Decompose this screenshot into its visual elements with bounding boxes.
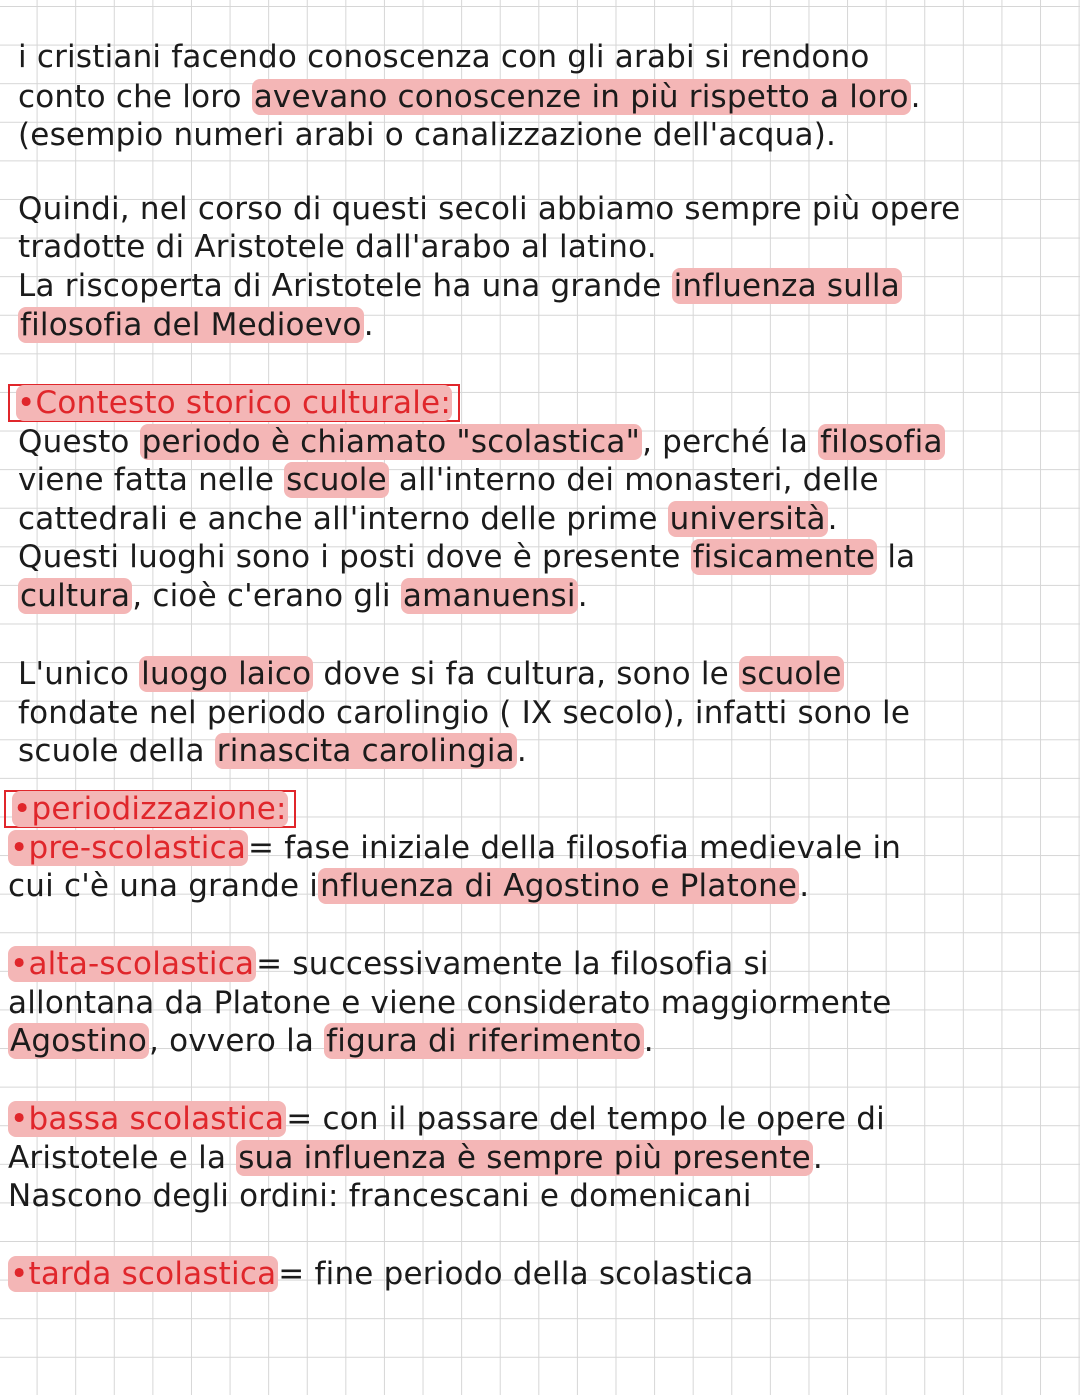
highlighted-text: rinascita carolingia — [216, 733, 515, 769]
text: . — [812, 1140, 823, 1176]
term-pre-scolastica: •pre-scolastica — [10, 830, 247, 866]
highlighted-text: scuole — [740, 656, 842, 692]
text-line — [18, 38, 870, 76]
text: = con il passare del tempo le opere di — [286, 1101, 885, 1137]
text-line — [18, 577, 588, 615]
text: scuole della — [18, 733, 215, 769]
heading-text: •Contesto storico culturale: — [17, 385, 451, 421]
heading-box — [8, 384, 460, 422]
text: allontana da Platone e viene considerato maggiormente — [8, 985, 892, 1021]
term-bassa-scolastica: •bassa scolastica — [10, 1101, 285, 1137]
text: cui c'è una grande i — [8, 868, 319, 904]
highlighted-text: influenza sulla — [673, 268, 900, 304]
text-line — [18, 694, 910, 732]
text: (esempio numeri arabi o canalizzazione dell'acqua). — [18, 117, 837, 153]
text-line — [8, 829, 901, 867]
highlighted-text: università — [669, 501, 826, 537]
text-line — [8, 984, 892, 1022]
text: tradotte di Aristotele dall'arabo al latino. — [18, 229, 657, 265]
text-line — [18, 228, 657, 266]
highlighted-text: fisicamente — [692, 539, 876, 575]
text-line — [18, 461, 879, 499]
text-line — [18, 78, 921, 116]
text: Nascono degli ordini: francescani e domenicani — [8, 1178, 752, 1214]
text: . — [799, 868, 810, 904]
text: = successivamente la filosofia si — [256, 946, 769, 982]
text: . — [363, 307, 374, 343]
text: L'unico — [18, 656, 140, 692]
text-line — [8, 1022, 654, 1060]
text: , perché la — [642, 424, 819, 460]
highlighted-text: Agostino — [10, 1023, 147, 1059]
highlighted-text: periodo è chiamato "scolastica" — [141, 424, 641, 460]
text-line — [18, 423, 945, 461]
text: . — [910, 79, 921, 115]
highlighted-text: figura di riferimento — [326, 1023, 642, 1059]
section-heading-contesto — [8, 384, 460, 422]
text: la — [877, 539, 916, 575]
section-heading-periodizzazione — [4, 790, 296, 828]
heading-box — [4, 790, 296, 828]
text-line — [18, 732, 527, 770]
text: Questo — [18, 424, 140, 460]
text-line — [18, 190, 960, 228]
text: . — [577, 578, 588, 614]
highlighted-text: amanuensi — [402, 578, 576, 614]
text-line — [18, 538, 915, 576]
text: Quindi, nel corso di questi secoli abbiamo sempre più opere — [18, 191, 961, 227]
text-line — [18, 500, 838, 538]
heading-text: •periodizzazione: — [13, 791, 287, 827]
term-tarda-scolastica: •tarda scolastica — [10, 1256, 277, 1292]
highlighted-text: avevano conoscenze in più rispetto a loro — [253, 79, 909, 115]
term-alta-scolastica: •alta-scolastica — [10, 946, 255, 982]
text: . — [516, 733, 527, 769]
text-line — [8, 867, 809, 905]
text: . — [643, 1023, 654, 1059]
text-line — [8, 1100, 885, 1138]
highlighted-text: cultura — [20, 578, 131, 614]
text: conto che loro — [18, 79, 252, 115]
text: , ovvero la — [148, 1023, 325, 1059]
highlighted-text: sua influenza è sempre più presente — [238, 1140, 811, 1176]
text: Aristotele e la — [8, 1140, 237, 1176]
text-line — [8, 1255, 754, 1293]
text-line — [18, 116, 836, 154]
text: all'interno dei monasteri, delle — [388, 462, 879, 498]
text: viene fatta nelle — [18, 462, 285, 498]
text: dove si fa cultura, sono le — [313, 656, 739, 692]
text: Questi luoghi sono i posti dove è presente — [18, 539, 691, 575]
text: La riscoperta di Aristotele ha una grande — [18, 268, 672, 304]
highlighted-text: luogo laico — [141, 656, 312, 692]
text-line — [8, 1139, 823, 1177]
text-line — [8, 945, 769, 983]
text: , cioè c'erano gli — [132, 578, 401, 614]
text-line — [18, 267, 902, 305]
highlighted-text: filosofia del Medioevo — [20, 307, 362, 343]
text: = fase iniziale della filosofia medievale in — [248, 830, 902, 866]
text: i cristiani facendo conoscenza con gli arabi si rendono — [18, 39, 870, 75]
highlighted-text: nfluenza di Agostino e Platone — [320, 868, 798, 904]
text: cattedrali e anche all'interno delle prime — [18, 501, 668, 537]
text: = fine periodo della scolastica — [278, 1256, 754, 1292]
text: . — [827, 501, 838, 537]
text-line — [8, 1177, 752, 1215]
text-line — [18, 655, 844, 693]
highlighted-text: scuole — [286, 462, 387, 498]
highlighted-text: filosofia — [820, 424, 943, 460]
text: fondate nel periodo carolingio ( IX secolo), infatti sono le — [18, 695, 911, 731]
text-line — [18, 306, 374, 344]
